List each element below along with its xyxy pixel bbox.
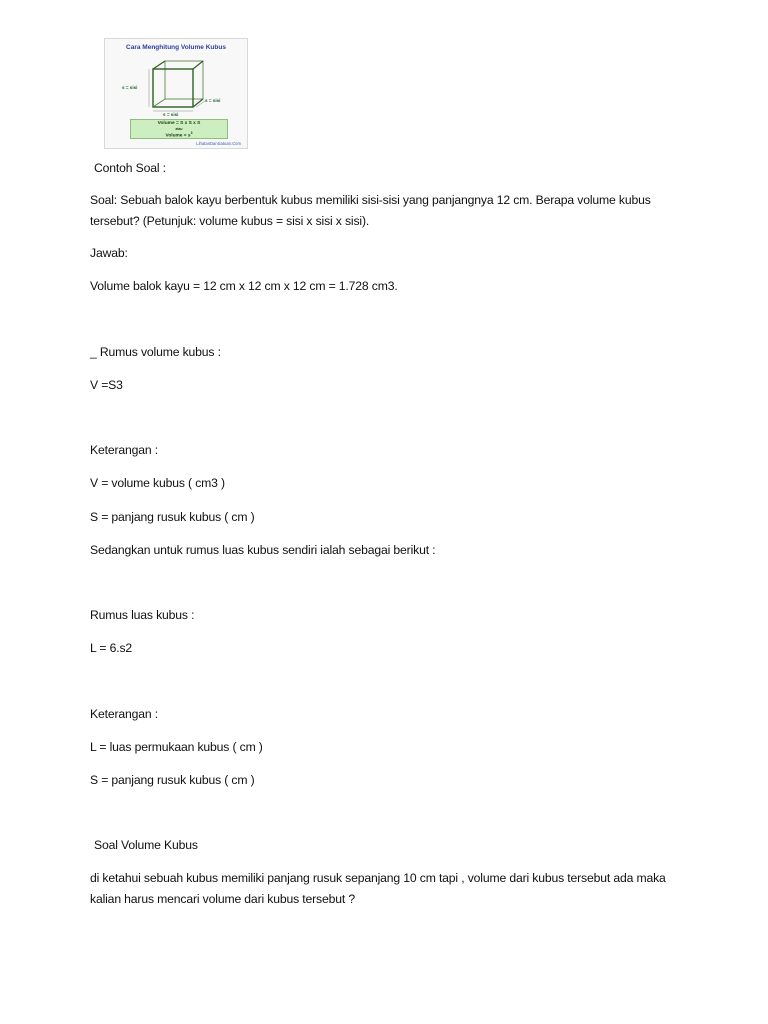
contoh-soal-heading: Contoh Soal : (94, 161, 166, 175)
volume-answer: Volume balok kayu = 12 cm x 12 cm x 12 cm = 1.728 cm3. (90, 279, 398, 293)
formula-line-1: Volume = S x S x S (157, 121, 201, 126)
rumus-volume-formula: V =S3 (90, 378, 123, 392)
keterangan-v: V = volume kubus ( cm3 ) (90, 476, 225, 490)
soal-volume-paragraph: di ketahui sebuah kubus memiliki panjang rusuk sepanjang 10 cm tapi , volume dari kubus tersebut ada maka kalian harus mencari volume dari kubus tersebut ? (90, 871, 669, 906)
label-side-bottom: s = sisi (163, 112, 179, 117)
figure-credit: LihatanDanSatuan.Com (196, 141, 241, 146)
soal-paragraph: Soal: Sebuah balok kayu berbentuk kubus memiliki sisi-sisi yang panjangnya 12 cm. Berapa volume kubus tersebut? (Petunjuk: volume kubus = sisi x sisi x sisi). (90, 193, 654, 228)
rumus-luas-heading: Rumus luas kubus : (90, 608, 195, 622)
soal-volume-heading: Soal Volume Kubus (94, 838, 198, 852)
formula-exponent: 3 (190, 131, 193, 135)
keterangan-s-1: S = panjang rusuk kubus ( cm ) (90, 510, 255, 524)
keterangan-heading-2: Keterangan : (90, 707, 158, 721)
cube-volume-figure (104, 38, 248, 149)
keterangan-l: L = luas permukaan kubus ( cm ) (90, 740, 263, 754)
label-side-left: s = sisi (122, 85, 138, 90)
label-side-right: s = sisi (205, 98, 221, 103)
jawab-label: Jawab: (90, 246, 128, 260)
formula-line-3-text: Volume = s (165, 133, 191, 139)
figure-title: Cara Menghitung Volume Kubus (126, 44, 226, 51)
sedangkan-paragraph: Sedangkan untuk rumus luas kubus sendiri ialah sebagai berikut : (90, 543, 436, 557)
formula-line-2: atau (175, 126, 183, 131)
keterangan-heading-1: Keterangan : (90, 443, 158, 457)
rumus-volume-heading: _ Rumus volume kubus : (90, 345, 221, 359)
rumus-luas-formula: L = 6.s2 (90, 641, 133, 655)
keterangan-s-2: S = panjang rusuk kubus ( cm ) (90, 773, 255, 787)
formula-box (130, 119, 228, 139)
formula-line-3 (131, 131, 227, 139)
